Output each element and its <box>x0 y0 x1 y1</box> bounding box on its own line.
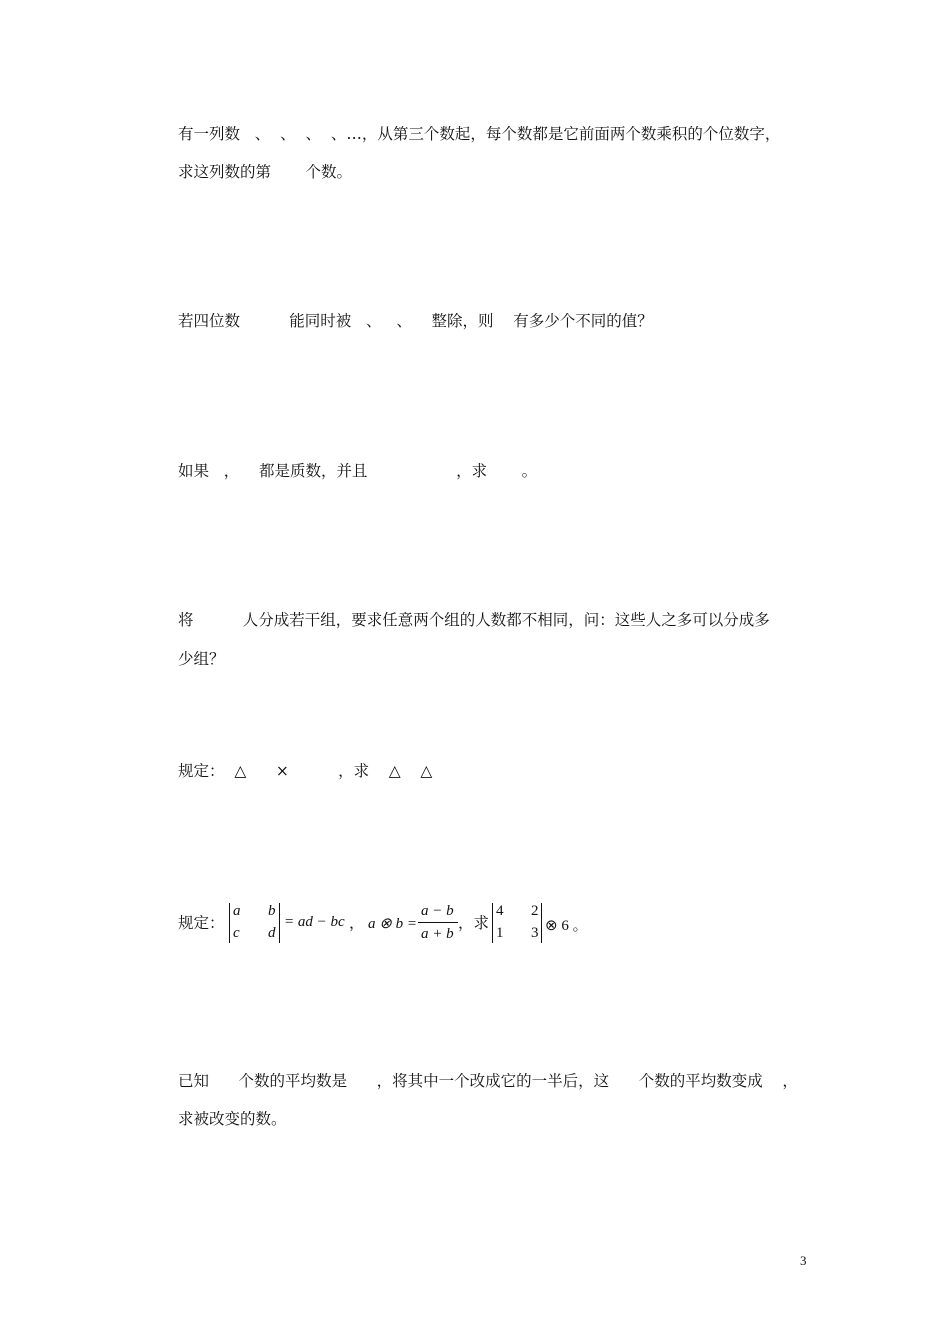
page-number: 3 <box>800 1253 807 1268</box>
problem-2-line-1: 若四位数 能同时被 、 、 整除，则 有多少个不同的值？ <box>178 312 653 330</box>
op-def-lhs: a ⊗ b = <box>368 916 417 932</box>
det2-right-bar <box>541 903 542 943</box>
det1-left-bar <box>229 903 230 943</box>
det1-b: b <box>268 903 276 919</box>
det1-d: d <box>268 925 276 941</box>
det1-a: a <box>233 903 241 919</box>
frac-bar <box>418 922 458 923</box>
problem-7-line-1: 已知 个数的平均数是 ，将其中一个改成它的一半后，这 个数的平均数变成 ， <box>178 1072 798 1090</box>
problem-1-line-2: 求这列数的第 个数。 <box>178 163 352 181</box>
problem-5-line-1: 规定： △ × ，求 △ △ <box>178 762 433 780</box>
problem-1-line-1: 有一列数 、 、 、 、…，从第三个数起，每个数都是它前面两个数乘积的个位数字， <box>178 125 781 143</box>
problem-4-line-2: 少组？ <box>178 650 225 668</box>
det1-c: c <box>233 925 240 941</box>
separator-1: ， <box>349 914 365 932</box>
det2-a: 4 <box>496 903 504 919</box>
det2-c: 1 <box>496 925 504 941</box>
det2-d: 3 <box>531 925 539 941</box>
problem-6-lead: 规定： <box>178 914 225 932</box>
problem-3-line-1: 如果 ， 都是质数，并且 ，求 。 <box>178 462 538 480</box>
det1-rhs: = ad − bc <box>284 914 345 930</box>
det2-left-bar <box>492 903 493 943</box>
problem-7-line-2: 求被改变的数。 <box>178 1110 287 1128</box>
det2-b: 2 <box>531 903 539 919</box>
frac-denominator: a + b <box>421 926 454 942</box>
separator-2: ，求 <box>458 914 490 932</box>
det1-right-bar <box>279 903 280 943</box>
problem-4-line-1: 将 人分成若干组，要求任意两个组的人数都不相同，问：这些人之多可以分成多 <box>178 611 770 629</box>
frac-numerator: a − b <box>421 903 454 919</box>
expression-tail: ⊗ 6 。 <box>545 918 588 934</box>
